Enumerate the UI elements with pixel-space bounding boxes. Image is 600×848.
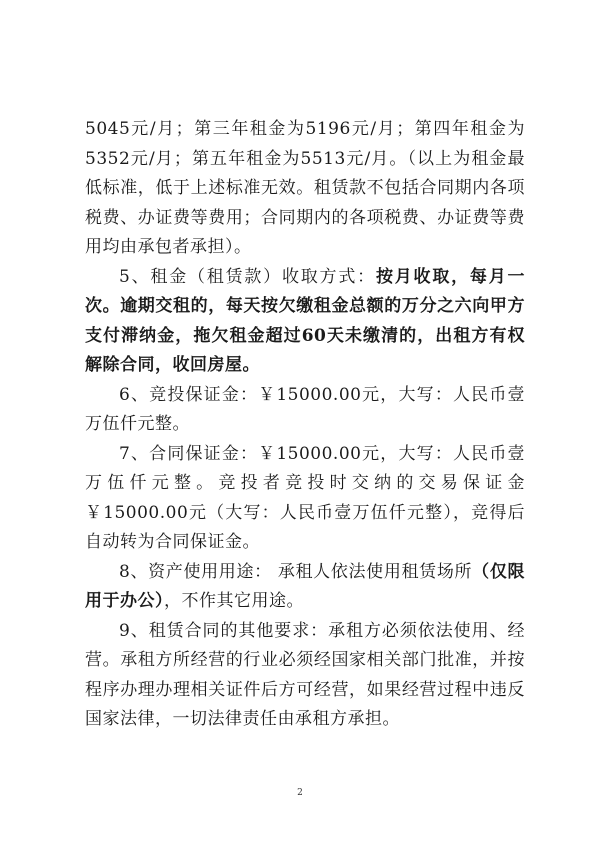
text-segment: 7、合同保证金：￥15000.00元，大写：人民币壹万伍仟元整。竞投者竞投时交纳的交易保证金￥15000.00元（大写：人民币壹万伍仟元整），竞得后自动转为合同保证金。 bbox=[85, 443, 525, 552]
document-body bbox=[85, 115, 525, 735]
page-number: 2 bbox=[297, 788, 303, 798]
paragraph-contract-deposit bbox=[85, 440, 525, 558]
bold-text-segment: 按月收取，每月一次。逾期交租的，每天按欠缴租金总额的万分之六向甲方支付滞纳金，拖欠租金超过60天未缴清的，出租方有权解除合同，收回房屋。 bbox=[85, 266, 525, 375]
paragraph-other-requirements bbox=[85, 617, 525, 735]
paragraph-bid-deposit bbox=[85, 381, 525, 440]
text-segment: 5、租金（租赁款）收取方式： bbox=[119, 266, 376, 287]
text-segment: 8、资产使用用途： 承租人依法使用租赁场所 bbox=[119, 561, 473, 582]
paragraph-rent-collection bbox=[85, 263, 525, 381]
text-segment: 6、竞投保证金：￥15000.00元，大写：人民币壹万伍仟元整。 bbox=[85, 384, 525, 434]
paragraph-rent-schedule bbox=[85, 115, 525, 263]
text-segment: ，不作其它用途。 bbox=[164, 591, 304, 611]
bold-text-segment: （仅限用于办公） bbox=[85, 561, 525, 611]
paragraph-asset-usage bbox=[85, 558, 525, 617]
text-segment: 9、租赁合同的其他要求：承租方必须依法使用、经营。承租方所经营的行业必须经国家相关部门批准，并按程序办理办理相关证件后方可经营，如果经营过程中违反国家法律，一切法律责任由承租方承担。 bbox=[85, 620, 525, 729]
text-segment: 5045元/月；第三年租金为5196元/月；第四年租金为5352元/月；第五年租金为5513元/月。（以上为租金最低标准，低于上述标准无效。租赁款不包括合同期内各项税费、办证费等费用；合同期内的各项税费、办证费等费用均由承包者承担）。 bbox=[85, 119, 525, 257]
